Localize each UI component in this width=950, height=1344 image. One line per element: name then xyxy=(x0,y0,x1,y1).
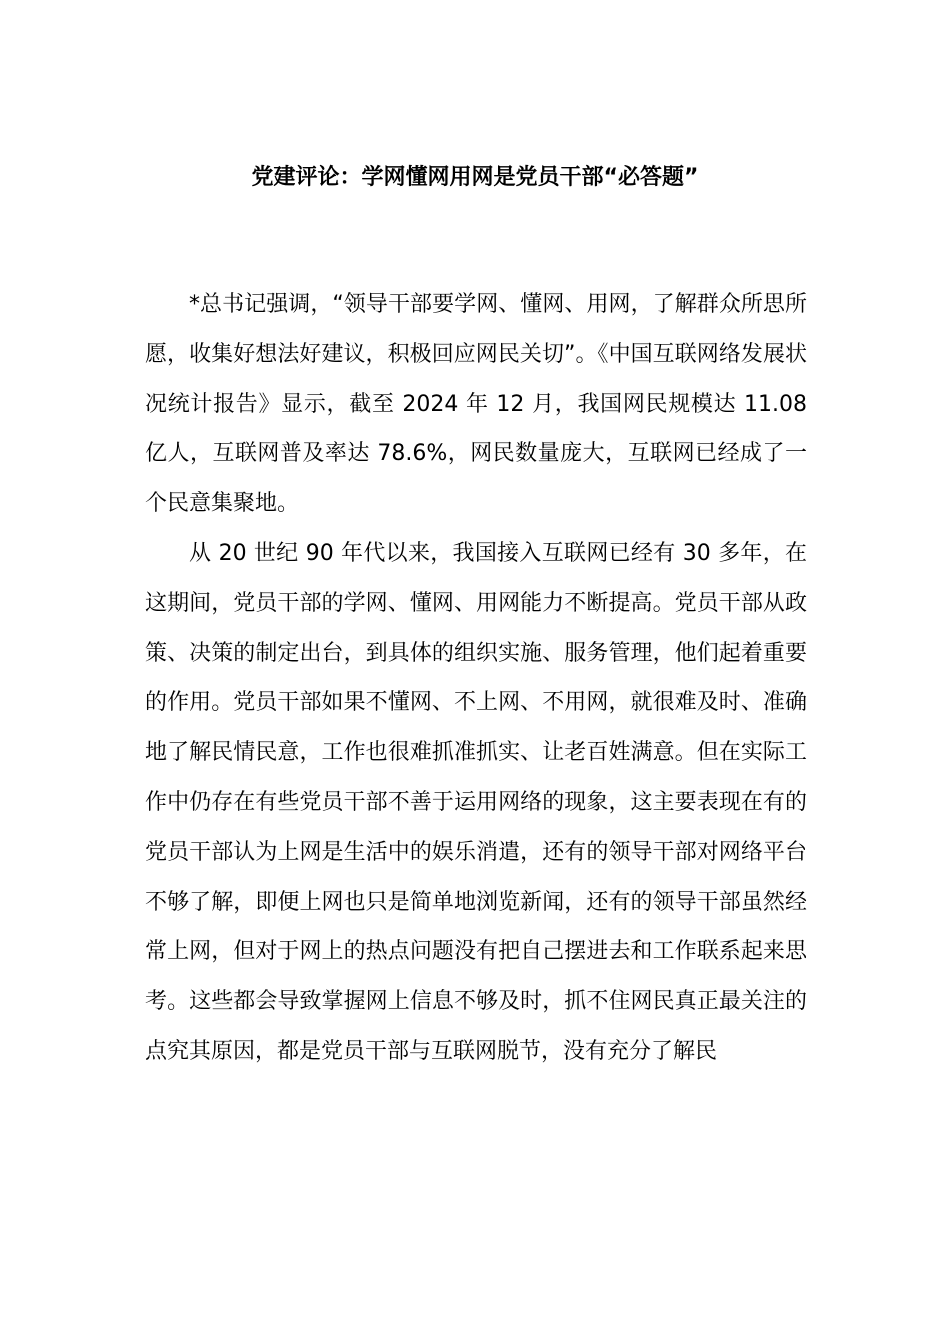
paragraph-2: 从 20 世纪 90 年代以来，我国接入互联网已经有 30 多年，在这期间，党员干部的学网、懂网、用网能力不断提高。党员干部从政策、决策的制定出台，到具体的组织实施、服务管理，他们起着重要的作用。党员干部如果不懂网、不上网、不用网，就很难及时、准确地了解民情民意，工作也很难抓准抓实、让老百姓满意。但在实际工作中仍存在有些党员干部不善于运用网络的现象，这主要表现在有的党员干部认为上网是生活中的娱乐消遣，还有的领导干部对网络平台不够了解，即便上网也只是简单地浏览新闻，还有的领导干部虽然经常上网，但对于网上的热点问题没有把自己摆进去和工作联系起来思考。这些都会导致掌握网上信息不够及时，抓不住网民真正最关注的点究其原因，都是党员干部与互联网脱节，没有充分了解民 xyxy=(145,540,807,1064)
document-title: 党建评论：学网懂网用网是党员干部“必答题” xyxy=(251,165,699,190)
paragraph-1: *总书记强调，“领导干部要学网、懂网、用网，了解群众所思所愿，收集好想法好建议，积极回应网民关切”。《中国互联网络发展状况统计报告》显示，截至 2024 年 12 月，我国网民规模达 11.08 亿人，互联网普及率达 78.6%，网民数量庞大，互联网已经成了一个民意集聚地。 xyxy=(145,292,807,517)
document-body xyxy=(145,280,807,1077)
